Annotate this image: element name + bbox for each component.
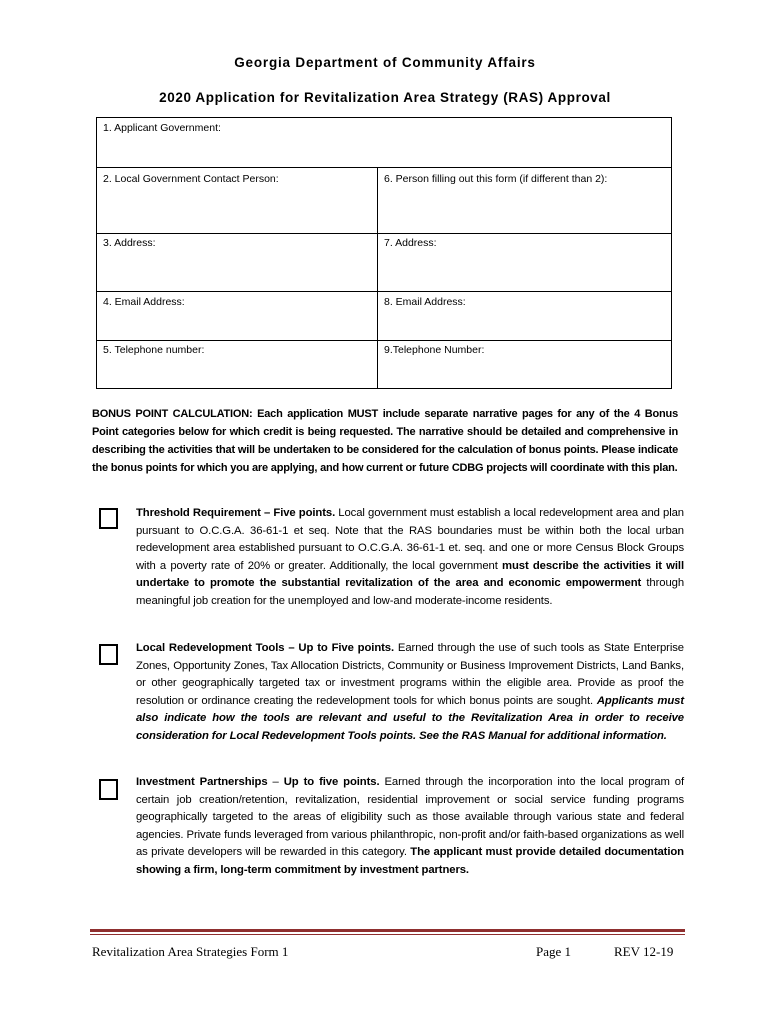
- address-left-field[interactable]: [97, 233, 377, 291]
- contact-person-label: 2. Local Government Contact Person:: [103, 173, 279, 185]
- contact-person-field[interactable]: [97, 169, 377, 233]
- footer-rule-thin: [90, 934, 685, 935]
- local-tools-heading: Local Redevelopment Tools – Up to Five points.: [136, 642, 394, 654]
- phone-right-label: 9.Telephone Number:: [384, 344, 485, 356]
- form-title: 2020 Application for Revitalization Area Strategy (RAS) Approval: [159, 90, 611, 105]
- address-right-label: 7. Address:: [384, 237, 437, 249]
- person-filling-label: 6. Person filling out this form (if different than 2):: [384, 173, 608, 185]
- row-divider: [97, 167, 671, 168]
- person-filling-field[interactable]: [378, 169, 671, 233]
- footer-revision: REV 12-19: [614, 944, 674, 959]
- phone-left-field[interactable]: [97, 340, 377, 388]
- email-left-label: 4. Email Address:: [103, 296, 185, 308]
- agency-title: Georgia Department of Community Affairs: [234, 55, 536, 70]
- applicant-government-field[interactable]: [97, 118, 671, 167]
- applicant-info-table: [96, 117, 672, 389]
- footer-page-number: Page 1: [536, 944, 572, 959]
- applicant-government-label: 1. Applicant Government:: [103, 122, 221, 134]
- address-right-field[interactable]: [378, 233, 671, 291]
- phone-right-field[interactable]: [378, 340, 671, 388]
- threshold-checkbox[interactable]: [99, 508, 118, 529]
- footer-form-name: Revitalization Area Strategies Form 1: [92, 944, 289, 959]
- threshold-heading: Threshold Requirement – Five points.: [136, 507, 336, 519]
- threshold-text: Threshold Requirement – Five points. Local government must establish a local redevelopment area and plan pursuant to O.C.G.A. 36-61-1 et seq. Note that the RAS boundaries must be within both the local urban redevelopment area established pursuant to O.C.G.A. 36-61-1 et. seq. and one or more Census Block Groups with a poverty rate of 20% or greater. Additionally, the local government must describe the activities it will undertake to promote the substantial revitalization of the area and economic empowerment through meaningful job creation for the unemployed and low-and moderate-income residents.: [136, 507, 684, 607]
- investment-checkbox[interactable]: [99, 779, 118, 800]
- email-left-field[interactable]: [97, 292, 377, 340]
- bonus-point-intro: BONUS POINT CALCULATION: Each application MUST include separate narrative pages for any of the 4 Bonus Point categories below for which credit is being requested. The narrative should be detailed and comprehensive in describing the activities that will be undertaken to be considered for the calculation of bonus points. Please indicate the bonus points for which you are applying, and how current or future CDBG projects will coordinate with this plan.: [92, 408, 678, 474]
- local-tools-checkbox[interactable]: [99, 644, 118, 665]
- investment-text: Investment Partnerships – Up to five points. Earned through the incorporation into the local program of certain job creation/retention, revitalization, residential improvement or social service funding programs geographically targeted to the areas of eligibility such as those available through various state and federal agencies. Private funds leveraged from various philanthropic, non-profit and/or faith-based organizations as well as private developers will be rewarded in this category. The applicant must provide detailed documentation showing a firm, long-term commitment by investment partners.: [136, 776, 684, 876]
- email-right-label: 8. Email Address:: [384, 296, 466, 308]
- email-right-field[interactable]: [378, 292, 671, 340]
- address-left-label: 3. Address:: [103, 237, 156, 249]
- investment-heading: Investment Partnerships: [136, 776, 268, 788]
- local-tools-text: Local Redevelopment Tools – Up to Five points. Earned through the use of such tools as State Enterprise Zones, Opportunity Zones, Tax Allocation Districts, Community or Business Improvement Districts, Land Banks, or other geographically targeted tax or investment programs within the eligible area. Provide as proof the resolution or ordinance creating the redevelopment tools for which bonus points are sought. Applicants must also indicate how the tools are relevant and useful to the Revitalization Area in order to receive consideration for Local Redevelopment Tools points. See the RAS Manual for additional information.: [136, 642, 684, 742]
- phone-left-label: 5. Telephone number:: [103, 344, 205, 356]
- footer-rule: [90, 929, 685, 932]
